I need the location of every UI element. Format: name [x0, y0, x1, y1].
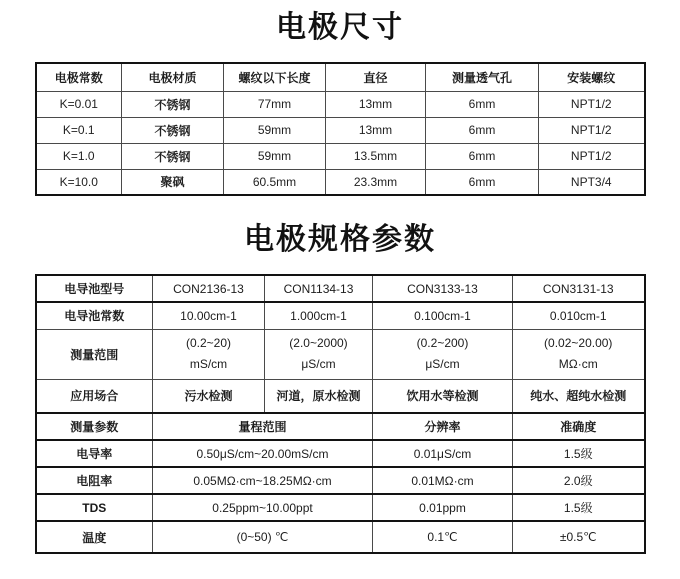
- cell-length: 59mm: [224, 143, 326, 169]
- cell-constant: K=0.01: [36, 91, 122, 117]
- cell-cell-constant: 0.010cm-1: [513, 302, 645, 329]
- cell-measuring-range: [153, 329, 265, 379]
- cell-constant: K=10.0: [36, 169, 122, 195]
- size-col-header-length: 螺纹以下长度: [224, 63, 326, 91]
- spec-row-application: [36, 379, 645, 413]
- cell-vent: 6mm: [426, 91, 539, 117]
- cell-vent: 6mm: [426, 143, 539, 169]
- cell-application: 污水检测: [153, 379, 265, 413]
- cell-diameter: 13mm: [326, 117, 426, 143]
- electrode-size-table: [35, 62, 646, 196]
- spec-row-model: [36, 275, 645, 302]
- cell-resolution: 0.1℃: [373, 521, 513, 553]
- range-value: (0.02~20.00): [544, 336, 613, 350]
- range-unit: μS/cm: [301, 357, 336, 371]
- param-header-accuracy: 准确度: [513, 413, 645, 440]
- cell-cell-constant: 0.100cm-1: [373, 302, 513, 329]
- cell-accuracy: ±0.5℃: [513, 521, 645, 553]
- cell-constant: K=1.0: [36, 143, 122, 169]
- cell-range: (0~50) ℃: [153, 521, 373, 553]
- cell-range: 0.25ppm~10.00ppt: [153, 494, 373, 521]
- cell-measuring-range: [373, 329, 513, 379]
- range-value: (0.2~200): [416, 336, 469, 350]
- cell-thread: NPT1/2: [539, 91, 645, 117]
- cell-resolution: 0.01μS/cm: [373, 440, 513, 467]
- cell-model: CON1134-13: [265, 275, 373, 302]
- cell-thread: NPT1/2: [539, 117, 645, 143]
- size-col-header-constant: 电极常数: [36, 63, 122, 91]
- electrode-size-title: 电极尺寸: [276, 11, 404, 44]
- row-label-conductivity: 电导率: [36, 440, 153, 467]
- size-table-header-row: [36, 63, 645, 91]
- row-label-measuring-range: 测量范围: [36, 329, 153, 379]
- size-col-header-material: 电极材质: [122, 63, 224, 91]
- cell-range: 0.50μS/cm~20.00mS/cm: [153, 440, 373, 467]
- cell-diameter: 23.3mm: [326, 169, 426, 195]
- cell-thread: NPT1/2: [539, 143, 645, 169]
- row-label-application: 应用场合: [36, 379, 153, 413]
- spec-row-resistivity: [36, 467, 645, 494]
- cell-application: 河道，原水检测: [265, 379, 373, 413]
- cell-constant: K=0.1: [36, 117, 122, 143]
- row-label-tds: TDS: [36, 494, 153, 521]
- spec-row-measuring-range: [36, 329, 645, 379]
- cell-vent: 6mm: [426, 169, 539, 195]
- range-unit: μS/cm: [425, 357, 460, 371]
- cell-model: CON3133-13: [373, 275, 513, 302]
- row-label-measured-param: 测量参数: [36, 413, 153, 440]
- cell-cell-constant: 1.000cm-1: [265, 302, 373, 329]
- spec-row-temperature: [36, 521, 645, 553]
- cell-thread: NPT3/4: [539, 169, 645, 195]
- size-table-row: [36, 91, 645, 117]
- electrode-spec-table: [35, 274, 646, 554]
- size-col-header-vent: 测量透气孔: [426, 63, 539, 91]
- cell-accuracy: 1.5级: [513, 440, 645, 467]
- cell-cell-constant: 10.00cm-1: [153, 302, 265, 329]
- cell-length: 60.5mm: [224, 169, 326, 195]
- cell-material: 不锈钢: [122, 117, 224, 143]
- cell-resolution: 0.01MΩ·cm: [373, 467, 513, 494]
- size-col-header-thread: 安装螺纹: [539, 63, 645, 91]
- cell-model: CON2136-13: [153, 275, 265, 302]
- range-value: (0.2~20): [185, 336, 232, 350]
- row-label-cell-constant: 电导池常数: [36, 302, 153, 329]
- cell-length: 59mm: [224, 117, 326, 143]
- spec-row-param-header: [36, 413, 645, 440]
- spec-row-conductivity: [36, 440, 645, 467]
- spec-row-tds: [36, 494, 645, 521]
- param-header-range: 量程范围: [153, 413, 373, 440]
- cell-range: 0.05MΩ·cm~18.25MΩ·cm: [153, 467, 373, 494]
- cell-measuring-range: [265, 329, 373, 379]
- cell-application: 纯水、超纯水检测: [513, 379, 645, 413]
- row-label-temperature: 温度: [36, 521, 153, 553]
- spec-row-cell-constant: [36, 302, 645, 329]
- electrode-spec-title: 电极规格参数: [244, 223, 436, 256]
- cell-material: 不锈钢: [122, 91, 224, 117]
- cell-accuracy: 2.0级: [513, 467, 645, 494]
- cell-model: CON3131-13: [513, 275, 645, 302]
- cell-diameter: 13mm: [326, 91, 426, 117]
- range-unit: mS/cm: [189, 357, 228, 371]
- row-label-resistivity: 电阻率: [36, 467, 153, 494]
- cell-length: 77mm: [224, 91, 326, 117]
- range-unit: MΩ·cm: [558, 357, 598, 371]
- cell-vent: 6mm: [426, 117, 539, 143]
- range-value: (2.0~2000): [289, 336, 348, 350]
- size-table-row: [36, 117, 645, 143]
- cell-application: 饮用水等检测: [373, 379, 513, 413]
- cell-resolution: 0.01ppm: [373, 494, 513, 521]
- size-table-row: [36, 143, 645, 169]
- row-label-model: 电导池型号: [36, 275, 153, 302]
- cell-measuring-range: [513, 329, 645, 379]
- cell-material: 聚砜: [122, 169, 224, 195]
- size-col-header-diameter: 直径: [326, 63, 426, 91]
- cell-diameter: 13.5mm: [326, 143, 426, 169]
- cell-accuracy: 1.5级: [513, 494, 645, 521]
- size-table-row: [36, 169, 645, 195]
- cell-material: 不锈钢: [122, 143, 224, 169]
- param-header-resolution: 分辨率: [373, 413, 513, 440]
